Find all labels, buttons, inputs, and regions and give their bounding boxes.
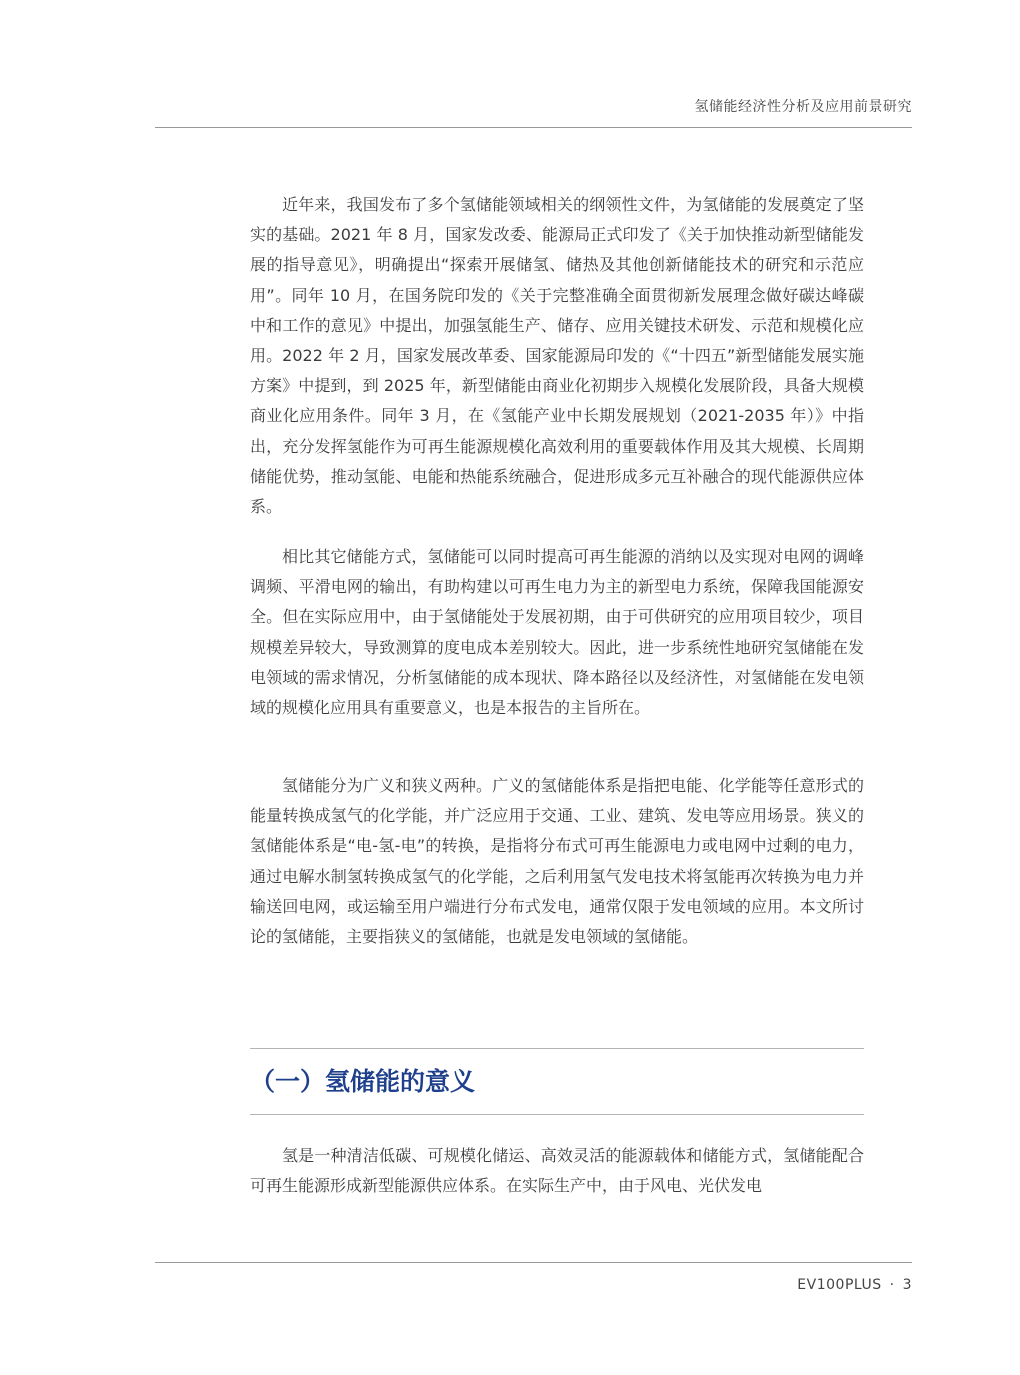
section-paragraph: 氢是一种清洁低碳、可规模化储运、高效灵活的能源载体和储能方式，氢储能配合可再生能源形成新型能源供应体系。在实际生产中，由于风电、光伏发电 <box>250 1146 864 1196</box>
section-divider-bottom <box>250 1114 864 1115</box>
body-paragraph-2: 相比其它储能方式，氢储能可以同时提高可再生能源的消纳以及实现对电网的调峰调频、平滑电网的输出，有助构建以可再生电力为主的新型电力系统，保障我国能源安全。但在实际应用中，由于氢储能处于发展初期，由于可供研究的应用项目较少，项目规模差异较大，导致测算的度电成本差别较大。因此，进一步系统性地研究氢储能在发电领域的需求情况，分析氢储能的成本现状、降本路径以及经济性，对氢储能在发电领域的规模化应用具有重要意义，也是本报告的主旨所在。 <box>250 547 864 718</box>
footer-separator: · <box>889 1277 895 1293</box>
page-number: 3 <box>902 1277 912 1293</box>
footer-brand: EV100PLUS <box>797 1277 882 1293</box>
section-heading: （一）氢储能的意义 <box>250 1067 476 1096</box>
body-paragraph-3: 氢储能分为广义和狭义两种。广义的氢储能体系是指把电能、化学能等任意形式的能量转换成氢气的化学能，并广泛应用于交通、工业、建筑、发电等应用场景。狭义的氢储能体系是“电-氢-电”的转换，是指将分布式可再生能源电力或电网中过剩的电力，通过电解水制氢转换成氢气的化学能，之后利用氢气发电技术将氢能再次转换为电力并输送回电网，或运输至用户端进行分布式发电，通常仅限于发电领域的应用。本文所讨论的氢储能，主要指狭义的氢储能，也就是发电领域的氢储能。 <box>250 776 864 947</box>
page-footer <box>797 1277 912 1293</box>
footer-divider <box>155 1262 912 1263</box>
running-header-title: 氢储能经济性分析及应用前景研究 <box>694 99 912 115</box>
section-divider-top <box>250 1048 864 1049</box>
header-divider <box>155 127 912 128</box>
body-paragraph-1: 近年来，我国发布了多个氢储能领域相关的纲领性文件，为氢储能的发展奠定了坚实的基础。2021 年 8 月，国家发改委、能源局正式印发了《关于加快推动新型储能发展的指导意见》，明确提出“探索开展储氢、储热及其他创新储能技术的研究和示范应用”。同年 10 月，在国务院印发的《关于完整准确全面贯彻新发展理念做好碳达峰碳中和工作的意见》中提出，加强氢能生产、储存、应用关键技术研发、示范和规模化应用。2022 年 2 月，国家发展改革委、国家能源局印发的《“十四五”新型储能发展实施方案》中提到，到 2025 年，新型储能由商业化初期步入规模化发展阶段，具备大规模商业化应用条件。同年 3 月，在《氢能产业中长期发展规划（2021-2035 年）》中指出，充分发挥氢能作为可再生能源规模化高效利用的重要载体作用及其大规模、长周期储能优势，推动氢能、电能和热能系统融合，促进形成多元互补融合的现代能源供应体系。 <box>250 195 864 517</box>
